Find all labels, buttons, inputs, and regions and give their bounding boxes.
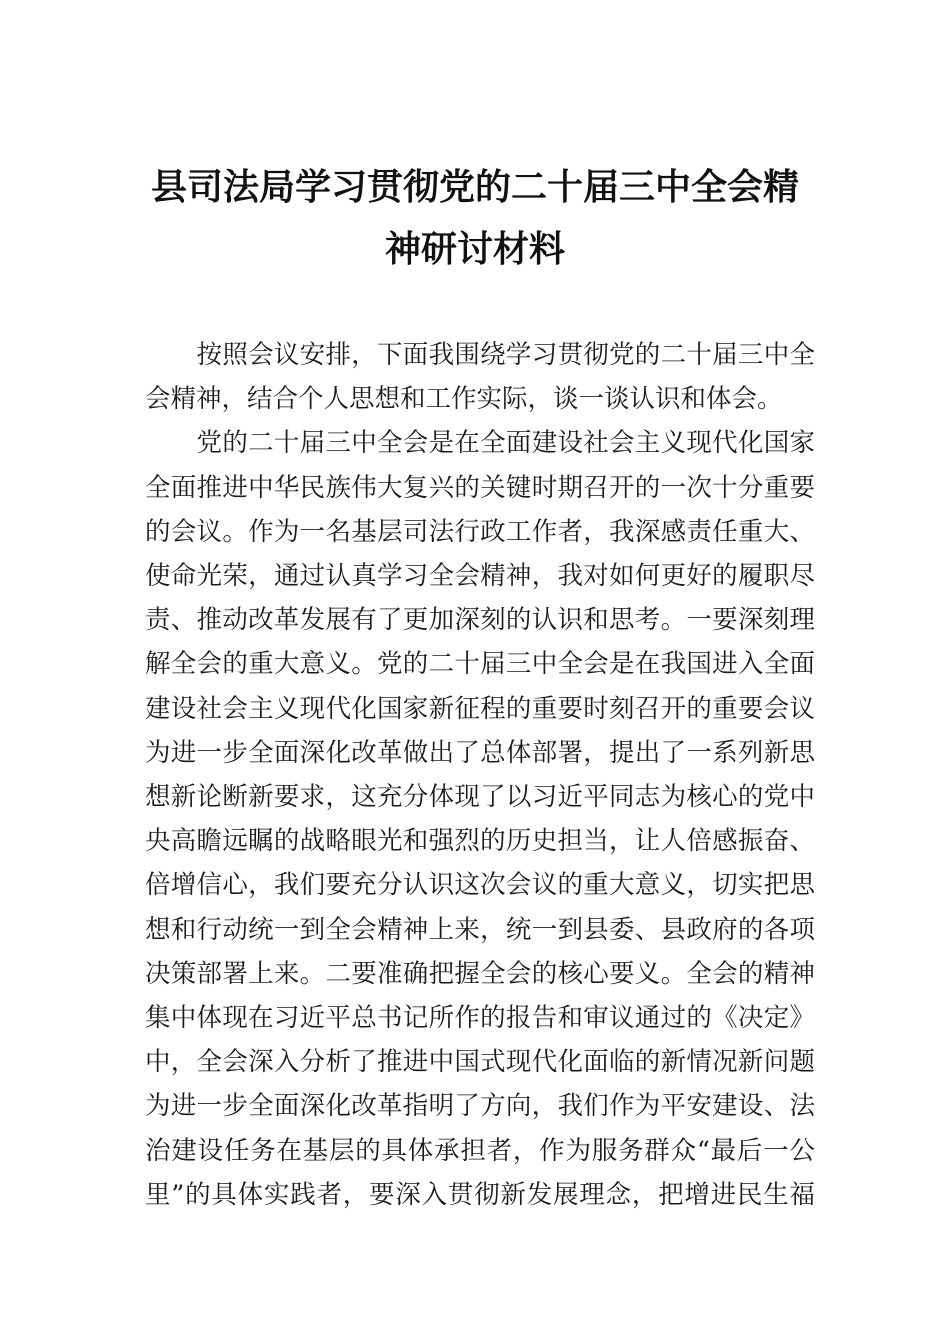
paragraph-2 <box>145 421 815 1217</box>
text-line: 为进一步全面深化改革指明了方向，我们作为平安建设、法 <box>145 1091 815 1122</box>
text-line: 会精神，结合个人思想和工作实际，谈一谈认识和体会。 <box>145 384 783 415</box>
text-line: 按照会议安排，下面我围绕学习贯彻党的二十届三中全 <box>145 340 815 370</box>
text-line: 全面推进中华民族伟大复兴的关键时期召开的一次十分重要 <box>145 472 815 503</box>
text-line: 为进一步全面深化改革做出了总体部署，提出了一系列新思 <box>145 737 815 768</box>
text-line: 中，全会深入分析了推进中国式现代化面临的新情况新问题 <box>145 1047 815 1078</box>
text-line: 决策部署上来。二要准确把握全会的核心要义。全会的精神 <box>145 958 815 989</box>
title-line: 神研讨材料 <box>384 228 565 270</box>
text-line: 责、推动改革发展有了更加深刻的认识和思考。一要深刻理 <box>145 605 815 636</box>
title-line: 县司法局学习贯彻党的二十届三中全会精 <box>150 166 799 208</box>
text-line: 建设社会主义现代化国家新征程的重要时刻召开的重要会议 <box>145 693 815 724</box>
text-line: 的会议。作为一名基层司法行政工作者，我深感责任重大、 <box>145 516 815 547</box>
text-line: 想和行动统一到全会精神上来，统一到县委、县政府的各项 <box>145 914 815 945</box>
text-line: 央高瞻远瞩的战略眼光和强烈的历史担当，让人倍感振奋、 <box>145 826 815 857</box>
paragraph-1 <box>145 333 815 421</box>
text-line: 想新论断新要求，这充分体现了以习近平同志为核心的党中 <box>145 782 815 813</box>
document-title <box>0 156 950 280</box>
text-line: 集中体现在习近平总书记所作的报告和审议通过的《决定》 <box>145 1003 815 1034</box>
text-line: 治建设任务在基层的具体承担者，作为服务群众“最后一公 <box>145 1135 815 1166</box>
text-line: 使命光荣，通过认真学习全会精神，我对如何更好的履职尽 <box>145 561 815 592</box>
text-line: 解全会的重大意义。党的二十届三中全会是在我国进入全面 <box>145 649 815 680</box>
text-line: 党的二十届三中全会是在全面建设社会主义现代化国家 <box>145 428 815 459</box>
document-body <box>145 333 815 1217</box>
text-line: 里”的具体实践者，要深入贯彻新发展理念，把增进民生福 <box>145 1179 815 1210</box>
text-line: 倍增信心，我们要充分认识这次会议的重大意义，切实把思 <box>145 870 815 901</box>
